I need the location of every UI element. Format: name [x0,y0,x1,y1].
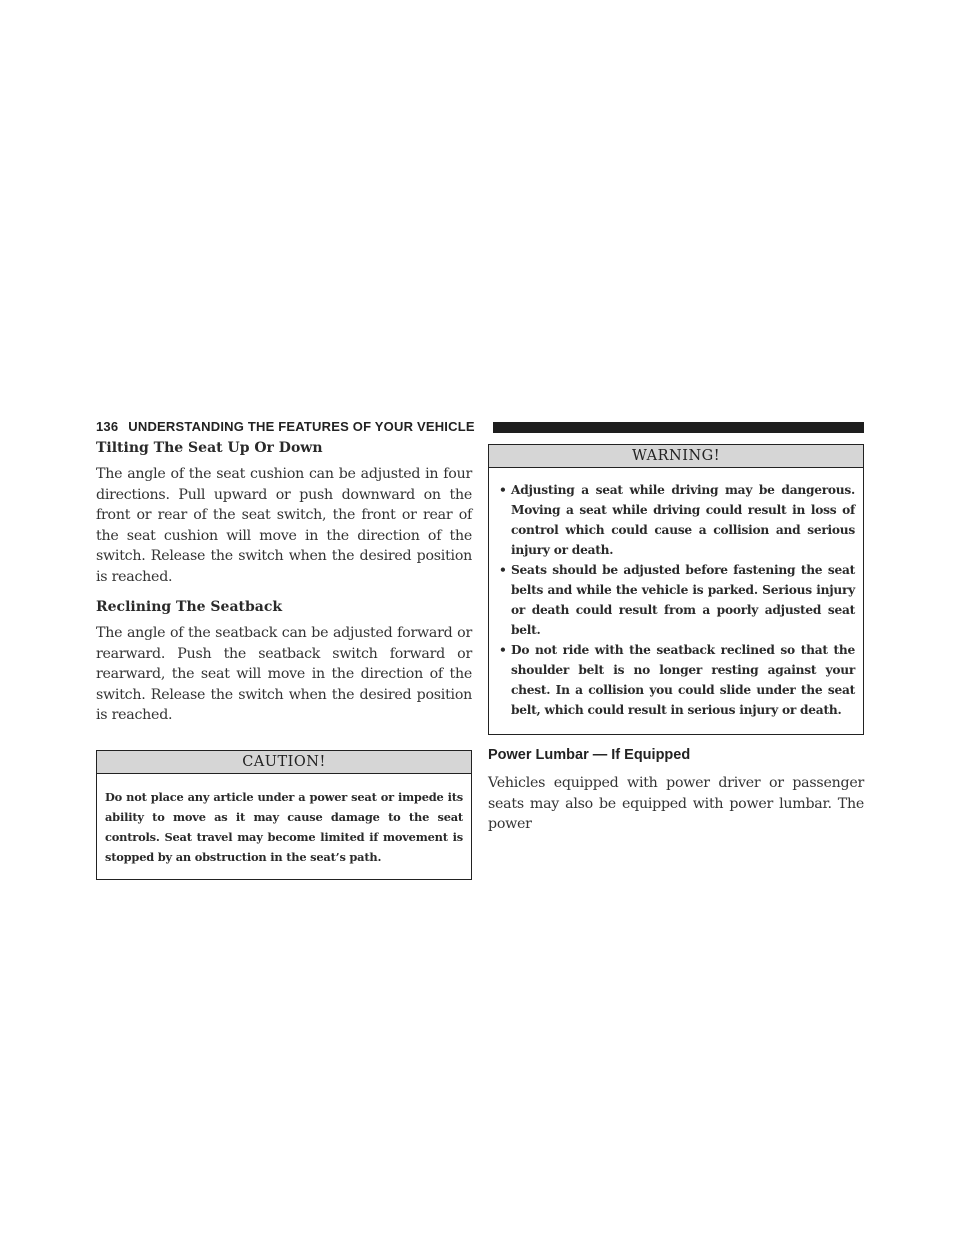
bullet-icon: • [499,563,507,577]
page-header [96,416,864,436]
warning-title: WARNING! [489,445,863,468]
tilt-heading: Tilting The Seat Up Or Down [96,440,323,456]
warning-box [488,444,864,735]
tilt-body: The angle of the seat cushion can be adjusted in four directions. Pull upward or push downward on the front or rear of the seat switch, the front or rear of the seat cushion will move in the direction of the switch. Release the switch when the desired position is reached. [96,466,472,585]
warning-list [489,468,863,734]
warning-item: • Do not ride with the seatback reclined so that the shoulder belt is no longer resting against your chest. In a collision you could slide under the seat belt, which could result in serious injury or death. [501,640,855,720]
section-title: UNDERSTANDING THE FEATURES OF YOUR VEHICLE [128,418,475,434]
recline-heading: Reclining The Seatback [96,599,283,615]
bullet-icon: • [499,643,507,657]
warning-item: • Adjusting a seat while driving may be dangerous. Moving a seat while driving could result in loss of control which could cause a collision and serious injury or death. [501,480,855,560]
lumbar-heading: Power Lumbar — If Equipped [488,747,691,763]
recline-body: The angle of the seatback can be adjusted forward or rearward. Push the seatback switch forward or rearward, the seat will move in the direction of the switch. Release the switch when the desired position is reached. [96,625,472,723]
caution-body: Do not place any article under a power seat or impede its ability to move as it may cause damage to the seat controls. Seat travel may become limited if movement is stopped by an obstruction in the seat’s path. [105,789,463,864]
bullet-icon: • [499,483,507,497]
page-number: 136 [96,418,119,434]
lumbar-body: Vehicles equipped with power driver or passenger seats may also be equipped with power lumbar. The power [488,775,864,832]
left-column [96,440,472,880]
caution-title: CAUTION! [97,751,471,774]
caution-box [96,750,472,880]
right-column [488,444,864,835]
warning-item: • Seats should be adjusted before fastening the seat belts and while the vehicle is parked. Serious injury or death could result from a poorly adjusted seat belt. [501,560,855,640]
header-rule [493,422,864,433]
